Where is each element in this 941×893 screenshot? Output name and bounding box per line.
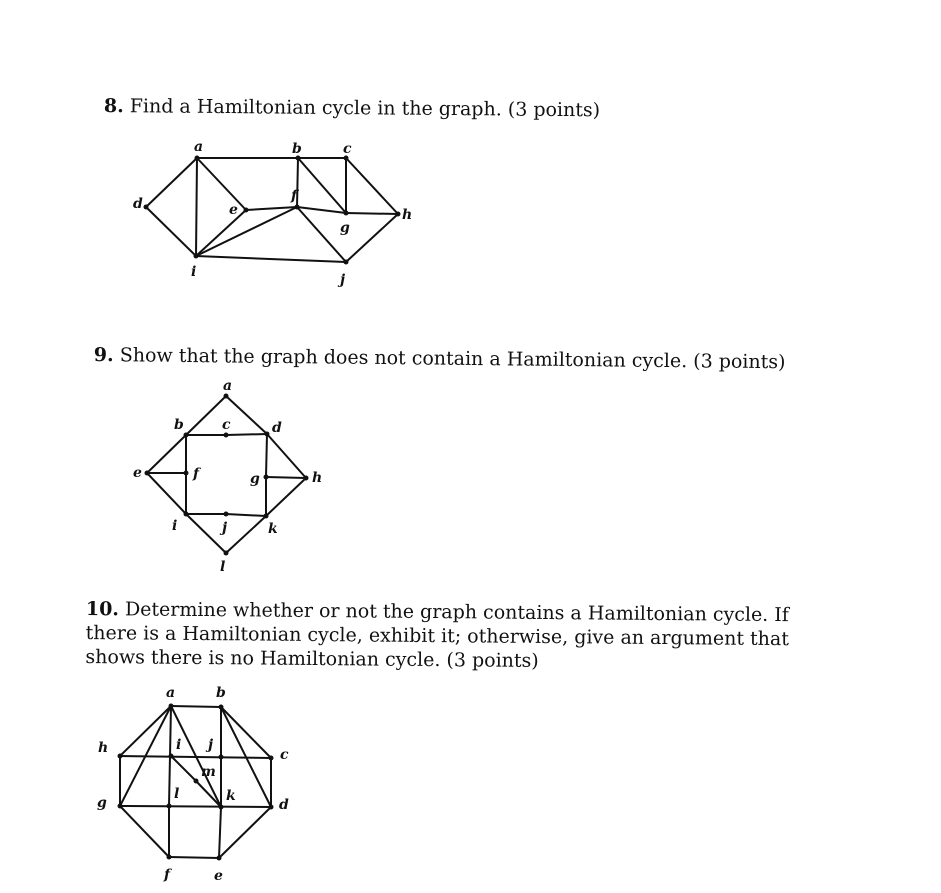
edge-k-e (219, 807, 221, 858)
vertex-m (194, 779, 199, 784)
vertex-a (169, 704, 174, 709)
vertex-l (167, 804, 172, 809)
edge-m-k (196, 781, 221, 807)
label-j: j (340, 272, 346, 288)
graph-10-vertices (118, 704, 274, 861)
problem-9-number: 9. (93, 343, 114, 367)
vertex-j (219, 755, 224, 760)
label-g: g (340, 220, 350, 236)
label-i: i (191, 264, 197, 280)
problem-10-number: 10. (85, 597, 120, 621)
label-i: i (172, 518, 178, 534)
problem-8-text: Find a Hamiltonian cycle in the graph. (3 points) (129, 95, 601, 122)
label-d: d (133, 196, 143, 212)
label-a: a (194, 139, 204, 155)
label-e: e (214, 868, 223, 884)
vertex-h (118, 754, 123, 759)
label-h: h (402, 207, 413, 223)
edge-a-b (171, 706, 221, 707)
label-d: d (272, 420, 282, 436)
vertex-d (269, 805, 274, 810)
label-k: k (226, 788, 236, 804)
problem-8-number: 8. (103, 94, 124, 118)
label-b: b (216, 685, 226, 701)
label-a: a (223, 378, 233, 394)
vertex-c (269, 756, 274, 761)
edge-d-e (219, 807, 271, 858)
vertex-i (169, 754, 174, 759)
label-h: h (98, 740, 109, 756)
label-b: b (174, 417, 184, 433)
label-g: g (97, 795, 107, 811)
label-a: a (166, 685, 176, 701)
label-f: f (164, 867, 171, 883)
edge-b-c (221, 707, 271, 758)
vertex-b (219, 705, 224, 710)
problem-9-text: Show that the graph does not contain a Hamiltonian cycle. (3 points) (119, 344, 786, 374)
label-i: i (176, 737, 182, 753)
vertex-g (118, 804, 123, 809)
label-l: l (220, 559, 226, 575)
edge-e-f (169, 857, 219, 858)
label-m: m (201, 764, 216, 780)
label-e: e (229, 202, 238, 218)
label-d: d (279, 797, 289, 813)
label-f: f (291, 188, 298, 204)
label-f: f (193, 466, 200, 482)
vertex-f (167, 855, 172, 860)
label-g: g (250, 471, 260, 487)
label-b: b (292, 141, 302, 157)
vertex-k (219, 805, 224, 810)
label-j: j (222, 520, 228, 536)
problem-10-text: Determine whether or not the graph contains a Hamiltonian cycle. If there is a Hamiltonian cycle, exhibit it; otherwise, give an argument that shows there is no Hamiltonian cycle. (3 points) (85, 598, 790, 672)
label-h: h (312, 470, 323, 486)
label-k: k (268, 521, 278, 537)
label-c: c (222, 417, 231, 433)
label-j: j (208, 737, 214, 753)
edge-f-g (120, 806, 169, 857)
label-e: e (133, 465, 142, 481)
vertex-e (217, 856, 222, 861)
label-l: l (174, 786, 180, 802)
label-c: c (343, 141, 352, 157)
edge-i-m (171, 756, 196, 781)
label-c: c (280, 747, 289, 763)
edge-h-a (120, 706, 171, 756)
edge-g-d (120, 806, 271, 807)
